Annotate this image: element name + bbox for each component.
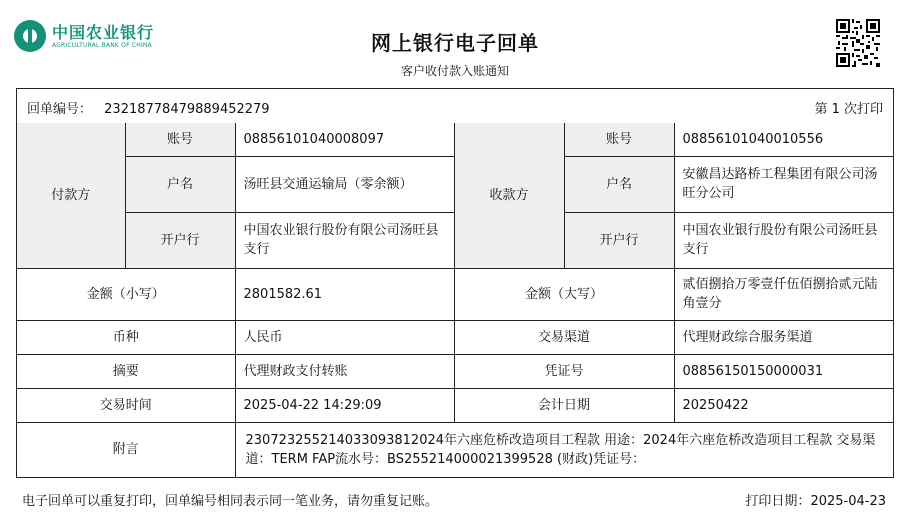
payee-account-label: 账号 (564, 123, 674, 156)
voucher-value: 08856150150000031 (674, 354, 893, 388)
document-title: 网上银行电子回单 (371, 31, 539, 55)
payer-section-label: 付款方 (17, 123, 125, 268)
print-date: 2025-04-23 (810, 494, 886, 509)
receipt-number: 23218778479889452279 (104, 102, 270, 117)
bank-name-en: AGRICULTURAL BANK OF CHINA (52, 42, 152, 49)
currency-value: 人民币 (235, 320, 454, 354)
currency-label: 币种 (17, 320, 235, 354)
payee-name-label: 户名 (564, 156, 674, 212)
summary-value: 代理财政支付转账 (235, 354, 454, 388)
receipt-number-label: 回单编号： (27, 102, 93, 117)
payee-name: 安徽昌达路桥工程集团有限公司汤旺分公司 (674, 156, 893, 212)
payer-bank-label: 开户行 (125, 212, 235, 268)
remark-value: 230723255214033093812024年六座危桥改造项目工程款 用途：2024年六座危桥改造项目工程款 交易渠道：TERM FAP流水号：BS255214000021399528 (财政)凭证号： (235, 422, 893, 477)
amount-lower-label: 金额（小写） (17, 268, 235, 320)
amount-lower-value: 2801582.61 (235, 268, 454, 320)
header (0, 0, 910, 88)
amount-upper-label: 金额（大写） (454, 268, 674, 320)
payer-account-label: 账号 (125, 123, 235, 156)
channel-label: 交易渠道 (454, 320, 674, 354)
payer-account: 08856101040008097 (235, 123, 454, 156)
payee-bank: 中国农业银行股份有限公司汤旺县支行 (674, 212, 893, 268)
summary-label: 摘要 (17, 354, 235, 388)
document-subtitle: 客户收付款入账通知 (400, 64, 509, 78)
print-count: 第 1 次打印 (814, 102, 883, 117)
receipt-grid (17, 123, 893, 477)
payer-bank: 中国农业银行股份有限公司汤旺县支行 (235, 212, 454, 268)
payee-bank-label: 开户行 (564, 212, 674, 268)
qr-code-icon (836, 19, 880, 67)
payee-section-label: 收款方 (454, 123, 564, 268)
transaction-time: 2025-04-22 14:29:09 (235, 388, 454, 422)
remark-label: 附言 (17, 422, 235, 477)
print-date-label: 打印日期： (745, 494, 811, 509)
voucher-label: 凭证号 (454, 354, 674, 388)
transaction-time-label: 交易时间 (17, 388, 235, 422)
payer-name-label: 户名 (125, 156, 235, 212)
receipt-header-row (17, 89, 893, 124)
accounting-date: 20250422 (674, 388, 893, 422)
channel-value: 代理财政综合服务渠道 (674, 320, 893, 354)
bank-name-cn: 中国农业银行 (52, 23, 155, 42)
payer-name: 汤旺县交通运输局（零余额） (235, 156, 454, 212)
payee-account: 08856101040010556 (674, 123, 893, 156)
accounting-date-label: 会计日期 (454, 388, 674, 422)
receipt-table (16, 88, 894, 478)
footer-note: 电子回单可以重复打印，回单编号相同表示同一笔业务，请勿重复记账。 (22, 494, 439, 509)
amount-upper-value: 贰佰捌拾万零壹仟伍佰捌拾贰元陆角壹分 (674, 268, 893, 320)
